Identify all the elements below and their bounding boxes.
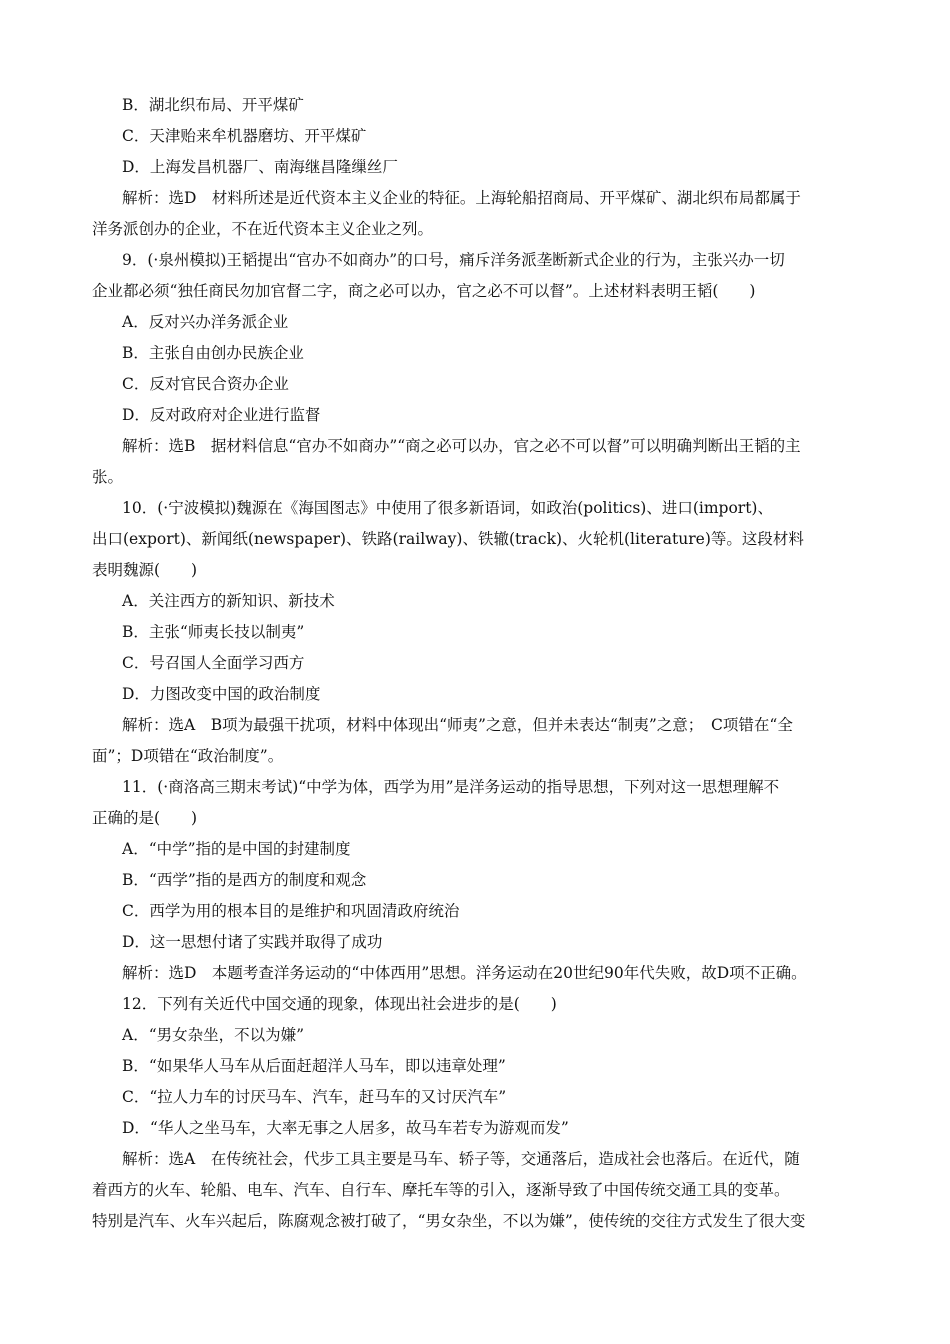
q10-analysis-line: 解析：选A B项为最强干扰项，材料中体现出“师夷”之意，但并未表达“制夷”之意； C项错在“全 — [122, 716, 793, 734]
q10-analysis-line: 面”；D项错在“政治制度”。 — [92, 747, 284, 765]
q10-option-b: B．主张“师夷长技以制夷” — [122, 623, 305, 641]
q12-analysis-line: 解析：选A 在传统社会，代步工具主要是马车、轿子等，交通落后，造成社会也落后。在近代，随 — [122, 1150, 800, 1168]
q11-analysis-line: 解析：选D 本题考查洋务运动的“中体西用”思想。洋务运动在20世纪90年代失败，故D项不正确。 — [122, 964, 807, 982]
q10-stem-line: 出口(export)、新闻纸(newspaper)、铁路(railway)、铁辙(track)、火轮机(literature)等。这段材料 — [92, 530, 804, 548]
q10-option-c: C．号召国人全面学习西方 — [122, 654, 305, 672]
q8-option-c: C．天津贻来牟机器磨坊、开平煤矿 — [122, 127, 367, 145]
q11-option-a: A．“中学”指的是中国的封建制度 — [122, 840, 351, 858]
q8-analysis-line: 洋务派创办的企业，不在近代资本主义企业之列。 — [92, 220, 434, 238]
q10-stem-line: 10．(·宁波模拟)魏源在《海国图志》中使用了很多新语词，如政治(politics)、进口(import)、 — [122, 499, 773, 517]
q11-stem-line: 11．(·商洛高三期末考试)“中学为体，西学为用”是洋务运动的指导思想，下列对这一思想理解不 — [122, 778, 780, 796]
q9-option-a: A．反对兴办洋务派企业 — [122, 313, 289, 331]
q12-stem-line: 12．下列有关近代中国交通的现象，体现出社会进步的是( ) — [122, 995, 557, 1013]
q8-analysis-line: 解析：选D 材料所述是近代资本主义企业的特征。上海轮船招商局、开平煤矿、湖北织布局都属于 — [122, 189, 801, 207]
q10-option-a: A．关注西方的新知识、新技术 — [122, 592, 335, 610]
q12-option-a: A．“男女杂坐，不以为嫌” — [122, 1026, 305, 1044]
q9-stem-line: 企业都必须“独任商民勿加官督二字，商之必可以办，官之必不可以督”。上述材料表明王韬( ) — [92, 282, 756, 300]
q12-analysis-line: 着西方的火车、轮船、电车、汽车、自行车、摩托车等的引入，逐渐导致了中国传统交通工具的变革。 — [92, 1181, 790, 1199]
q11-stem-line: 正确的是( ) — [92, 809, 198, 827]
q9-option-b: B．主张自由创办民族企业 — [122, 344, 304, 362]
q9-option-d: D．反对政府对企业进行监督 — [122, 406, 321, 424]
q8-option-b: B．湖北织布局、开平煤矿 — [122, 96, 304, 114]
q10-stem-line: 表明魏源( ) — [92, 561, 198, 579]
q8-option-d: D．上海发昌机器厂、南海继昌隆缫丝厂 — [122, 158, 398, 176]
q12-option-b: B．“如果华人马车从后面赶超洋人马车，即以违章处理” — [122, 1057, 506, 1075]
q9-option-c: C．反对官民合资办企业 — [122, 375, 289, 393]
q12-analysis-line: 特别是汽车、火车兴起后，陈腐观念被打破了，“男女杂坐，不以为嫌”，使传统的交往方式发生了很大变 — [92, 1212, 806, 1230]
q9-analysis-line: 张。 — [92, 468, 124, 486]
q11-option-b: B．“西学”指的是西方的制度和观念 — [122, 871, 367, 889]
q11-option-c: C．西学为用的根本目的是维护和巩固清政府统治 — [122, 902, 460, 920]
q10-option-d: D．力图改变中国的政治制度 — [122, 685, 321, 703]
q11-option-d: D．这一思想付诸了实践并取得了成功 — [122, 933, 383, 951]
q12-option-d: D．“华人之坐马车，大率无事之人居多，故马车若专为游观而发” — [122, 1119, 569, 1137]
q12-option-c: C．“拉人力车的讨厌马车、汽车，赶马车的又讨厌汽车” — [122, 1088, 507, 1106]
q9-analysis-line: 解析：选B 据材料信息“官办不如商办”“商之必可以办，官之必不可以督”可以明确判断出王韬的主 — [122, 437, 801, 455]
q9-stem-line: 9．(·泉州模拟)王韬提出“官办不如商办”的口号，痛斥洋务派垄断新式企业的行为，主张兴办一切 — [122, 251, 785, 269]
